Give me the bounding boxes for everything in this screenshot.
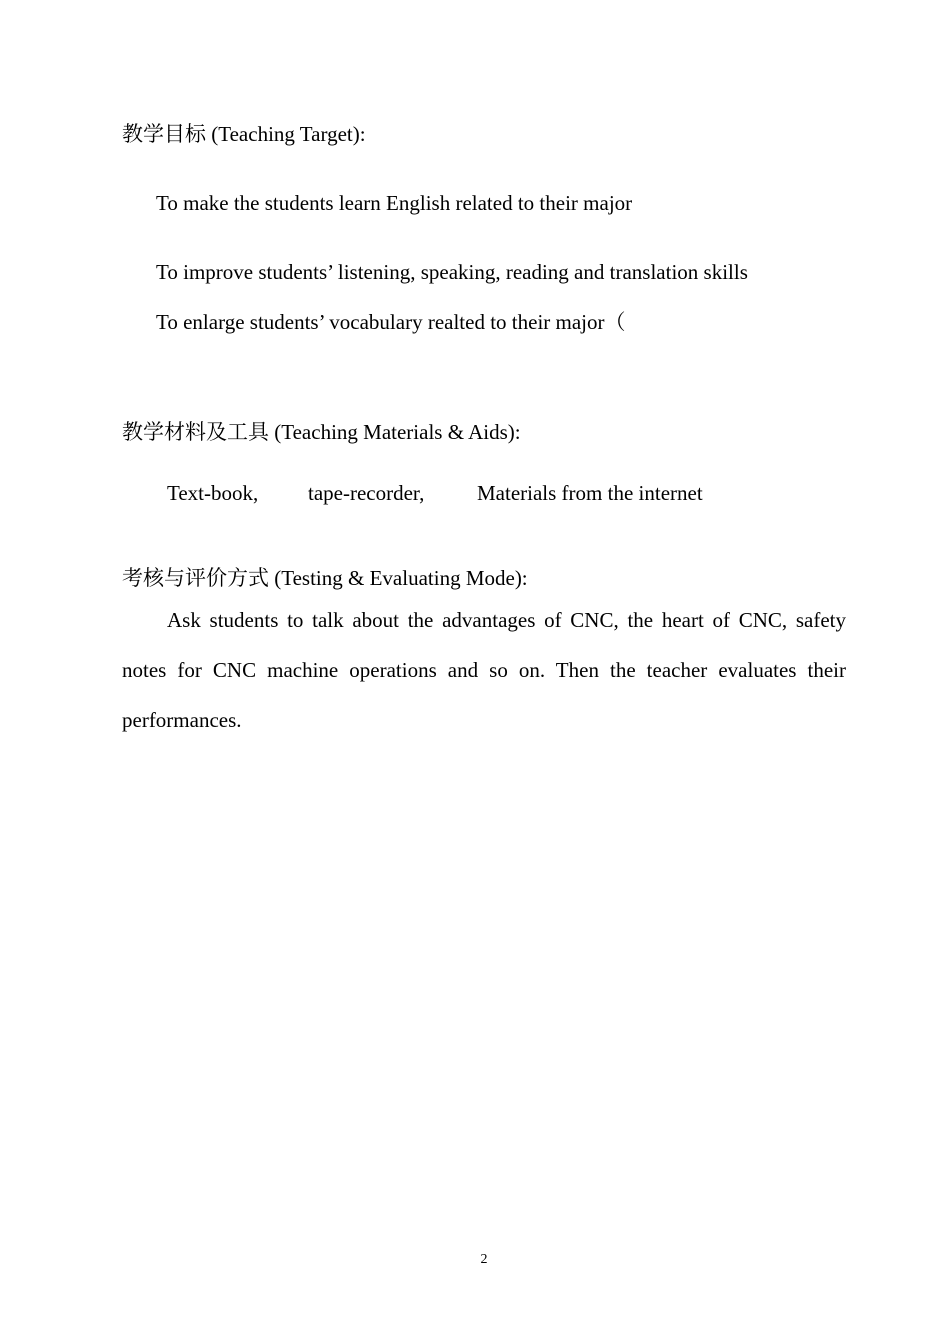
materials-list [167, 481, 703, 505]
materials-item-textbook: Text-book, [167, 481, 259, 505]
materials-item-tape-recorder: tape-recorder, [308, 481, 425, 505]
target-item-1: To make the students learn English related to their major [156, 191, 633, 215]
target-item-3: To enlarge students’ vocabulary realted to their major（ [156, 310, 626, 334]
teaching-materials-heading: 教学材料及工具 (Teaching Materials & Aids): [122, 420, 521, 444]
teaching-target-heading: 教学目标 (Teaching Target): [122, 122, 366, 146]
materials-item-internet: Materials from the internet [477, 481, 703, 505]
testing-evaluating-heading: 考核与评价方式 (Testing & Evaluating Mode): [122, 566, 528, 590]
target-item-2: To improve students’ listening, speaking, reading and translation skills [156, 260, 748, 284]
testing-paragraph: Ask students to talk about the advantages of CNC, the heart of CNC, safety notes for CNC machine operations and so on. Then the teacher evaluates their performances. [122, 608, 846, 732]
page-number: 2 [480, 1252, 488, 1267]
